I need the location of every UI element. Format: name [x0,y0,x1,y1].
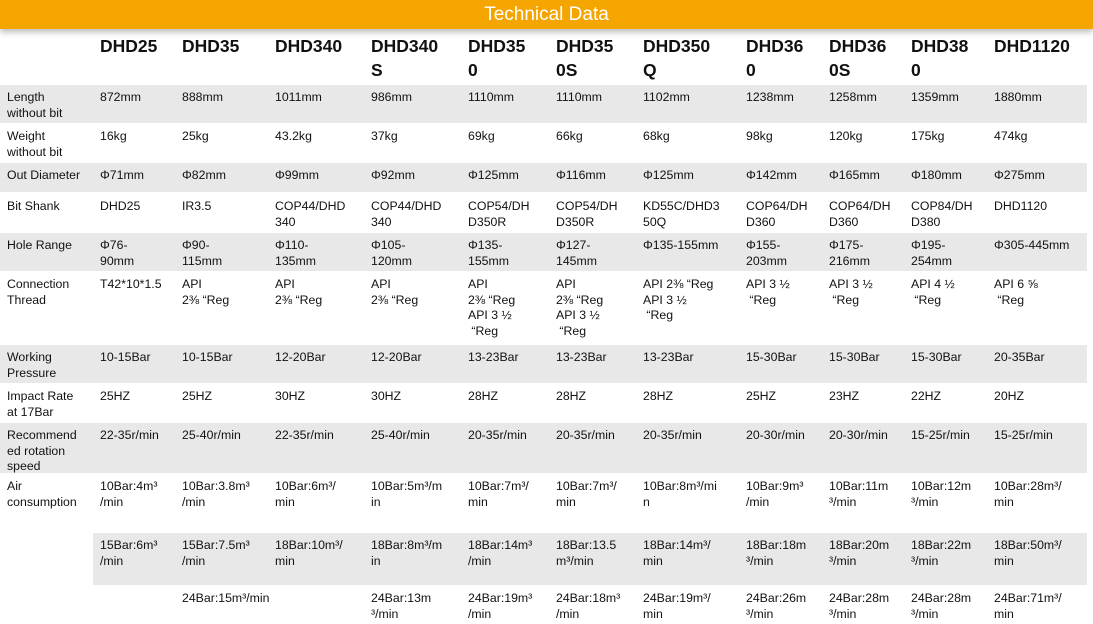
table-cell: 20-35Bar [994,350,1045,364]
table-cell: 15-30Bar [746,350,797,364]
table-cell: 24Bar:18m³ /min [556,591,621,621]
column-header: DHD25 [100,36,158,56]
column-header: DHD36 0S [829,36,887,80]
table-cell: 18Bar:10m³/ min [275,538,343,568]
table-cell: 18Bar:14m³ /min [468,538,533,568]
table-cell: 15Bar:7.5m³ /min [182,538,250,568]
table-cell: 18Bar:50m³/ min [994,538,1062,568]
table-cell: Φ155- 203mm [746,238,788,268]
table-cell: 10Bar:8m³/mi n [643,479,717,509]
table-cell: 1258mm [829,90,877,104]
table-cell: 888mm [182,90,224,104]
table-cell: 1359mm [911,90,959,104]
table-cell: 25HZ [100,389,131,403]
table-cell: Φ110- 135mm [275,238,317,268]
table-cell: Φ76- 90mm [100,238,135,268]
column-header: DHD350 Q [643,36,711,80]
row-label: Recommend ed rotation speed [7,428,77,473]
column-header: DHD1120 [994,36,1070,56]
table-cell: 18Bar:22m ³/min [911,538,972,568]
column-header: DHD35 [182,36,240,56]
table-cell: 24Bar:71m³/ min [994,591,1062,621]
table-cell: 12-20Bar [371,350,422,364]
table-cell: 15-25r/min [994,428,1053,442]
table-cell: 66kg [556,129,583,143]
table-cell: 13-23Bar [556,350,607,364]
table-cell: API 4 ½ “Reg [911,277,955,307]
table-cell: 15-30Bar [829,350,880,364]
table-cell: 1011mm [275,90,322,104]
table-cell: 120kg [829,129,863,143]
table-cell: DHD1120 [994,199,1048,213]
table-cell: Φ125mm [643,168,694,182]
table-cell: 24Bar:28m ³/min [911,591,972,621]
table-cell: COP44/DHD 340 [371,199,442,229]
table-cell: COP84/DH D380 [911,199,973,229]
table-cell: 10-15Bar [100,350,151,364]
column-header: DHD340 [275,36,343,56]
table-cell: 10Bar:7m³/ min [556,479,617,509]
table-cell: Φ135-155mm [643,238,719,252]
row-label: Hole Range [7,238,72,252]
table-cell: 24Bar:19m³/ min [643,591,711,621]
table-cell: T42*10*1.5 [100,277,162,291]
table-cell: 28HZ [468,389,499,403]
table-cell: 12-20Bar [275,350,326,364]
row-label: Air consumption [7,479,77,509]
column-header: DHD340 S [371,36,439,80]
table-cell: Φ90- 115mm [182,238,223,268]
table-cell: Φ82mm [182,168,226,182]
table-cell: API 6 ⅝ “Reg [994,277,1038,307]
table-cell: 22-35r/min [100,428,159,442]
table-cell: COP54/DH D350R [468,199,530,229]
table-cell: API 2⅜ “Reg API 3 ½ “Reg [643,277,714,322]
table-cell: 68kg [643,129,670,143]
table-cell: Φ127- 145mm [556,238,598,268]
table-cell: 1102mm [643,90,690,104]
table-cell: 986mm [371,90,413,104]
table-cell: 13-23Bar [643,350,694,364]
table-cell: 28HZ [556,389,587,403]
table-cell: 1110mm [556,90,603,104]
row-label: Impact Rate at 17Bar [7,389,74,419]
table-cell: API 2⅜ “Reg [275,277,323,307]
table-cell: API 2⅜ “Reg [371,277,419,307]
table-cell: 18Bar:8m³/m in [371,538,443,568]
table-cell: 1110mm [468,90,515,104]
table-cell: 1880mm [994,90,1042,104]
table-cell: 28HZ [643,389,674,403]
table-cell: Φ142mm [746,168,797,182]
table-cell: COP44/DHD 340 [275,199,346,229]
table-cell: Φ125mm [468,168,519,182]
table-cell: 20-35r/min [556,428,615,442]
table-cell: 15-30Bar [911,350,962,364]
table-cell: 24Bar:28m ³/min [829,591,890,621]
table-cell: 10Bar:7m³/ min [468,479,529,509]
table-cell: 175kg [911,129,945,143]
table-cell: 25HZ [182,389,213,403]
table-cell: 20-30r/min [746,428,805,442]
table-cell: 10-15Bar [182,350,233,364]
page-title: Technical Data [0,0,1093,29]
table-cell: 20HZ [994,389,1025,403]
table-cell: 20-35r/min [468,428,527,442]
table-cell: Φ180mm [911,168,962,182]
table-cell: Φ195- 254mm [911,238,953,268]
table-cell: Φ116mm [556,168,606,182]
table-cell: 18Bar:20m ³/min [829,538,890,568]
table-cell: 10Bar:11m ³/min [829,479,889,509]
table-cell: 15Bar:6m³ /min [100,538,158,568]
table-cell: Φ165mm [829,168,880,182]
table-cell: API 2⅜ “Reg [182,277,230,307]
table-cell: 10Bar:9m³ /min [746,479,804,509]
table-cell: 22-35r/min [275,428,334,442]
table-cell: IR3.5 [182,199,212,213]
table-cell: 30HZ [371,389,402,403]
row-label: Bit Shank [7,199,60,213]
table-cell: 20-30r/min [829,428,888,442]
table-cell: 30HZ [275,389,306,403]
table-cell: 10Bar:28m³/ min [994,479,1062,509]
row-label: Out Diameter [7,168,81,182]
row-label: Connection Thread [7,277,70,307]
table-cell: Φ175- 216mm [829,238,871,268]
table-cell: 18Bar:13.5 m³/min [556,538,617,568]
table-cell: 37kg [371,129,398,143]
table-cell: 18Bar:18m ³/min [746,538,807,568]
table-cell: 25-40r/min [182,428,241,442]
table-cell: 1238mm [746,90,794,104]
table-cell: 24Bar:15m³/min [182,591,270,605]
table-cell: 10Bar:3.8m³ /min [182,479,250,509]
table-cell: 25HZ [746,389,777,403]
table-cell: Φ99mm [275,168,319,182]
column-header: DHD35 0S [556,36,614,80]
table-cell: 10Bar:5m³/m in [371,479,443,509]
table-cell: 10Bar:4m³ /min [100,479,158,509]
table-cell: 98kg [746,129,773,143]
table-cell: 474kg [994,129,1028,143]
table-cell: Φ305-445mm [994,238,1070,252]
table-cell: Φ135- 155mm [468,238,510,268]
table-cell: 22HZ [911,389,942,403]
table-cell: 16kg [100,129,127,143]
table-cell: 25-40r/min [371,428,430,442]
table-cell: COP54/DH D350R [556,199,618,229]
table-cell: 15-25r/min [911,428,970,442]
table-cell: KD55C/DHD3 50Q [643,199,720,229]
table-cell: API 3 ½ “Reg [746,277,790,307]
table-cell: 24Bar:26m ³/min [746,591,807,621]
table-cell: API 3 ½ “Reg [829,277,873,307]
table-cell: 24Bar:13m ³/min [371,591,432,621]
table-cell: Φ71mm [100,168,144,182]
table-cell: 20-35r/min [643,428,702,442]
table-cell: Φ105- 120mm [371,238,413,268]
table-cell: API 2⅜ “Reg API 3 ½ “Reg [468,277,516,338]
row-label: Length without bit [7,90,63,120]
table-cell: 69kg [468,129,495,143]
column-header: DHD35 0 [468,36,526,80]
row-label: Working Pressure [7,350,57,380]
table-cell: Φ275mm [994,168,1045,182]
table-cell: COP64/DH D360 [746,199,808,229]
table-cell: 24Bar:19m³ /min [468,591,533,621]
table-cell: 10Bar:12m ³/min [911,479,972,509]
table-cell: 872mm [100,90,142,104]
column-header: DHD38 0 [911,36,969,80]
table-cell: COP64/DH D360 [829,199,891,229]
table-cell: Φ92mm [371,168,415,182]
table-cell: 10Bar:6m³/ min [275,479,336,509]
column-header: DHD36 0 [746,36,804,80]
table-cell: 43.2kg [275,129,312,143]
table-cell: 23HZ [829,389,860,403]
table-cell: 18Bar:14m³/ min [643,538,711,568]
table-cell: 13-23Bar [468,350,519,364]
table-cell: DHD25 [100,199,141,213]
table-cell: 25kg [182,129,209,143]
row-label: Weight without bit [7,129,63,159]
table-cell: API 2⅜ “Reg API 3 ½ “Reg [556,277,604,338]
